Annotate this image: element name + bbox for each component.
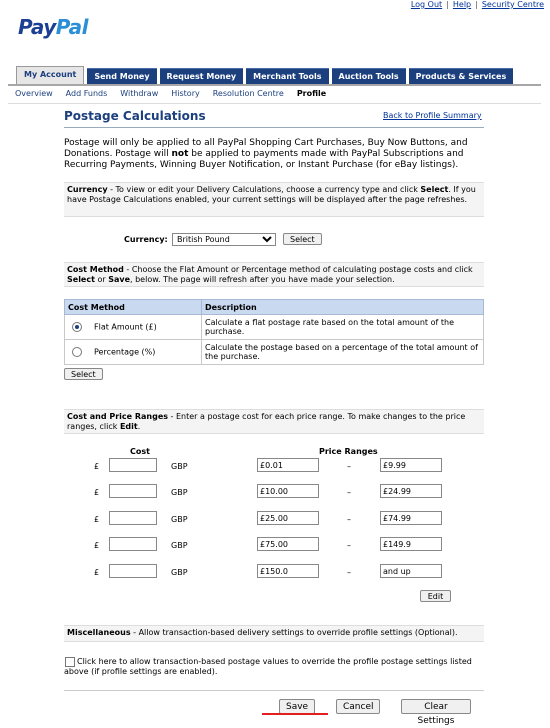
- currency-symbol: £: [94, 462, 100, 471]
- subnav-history[interactable]: History: [171, 89, 200, 98]
- currency-code: GBP: [171, 462, 188, 471]
- tab-products-services[interactable]: Products & Services: [409, 68, 514, 84]
- main-tabs: [16, 68, 513, 84]
- separator: |: [446, 0, 449, 9]
- tab-my-account[interactable]: My Account: [16, 66, 84, 84]
- column-header-description: Description: [202, 300, 484, 315]
- description-cell: Calculate the postage based on a percentage of the total amount of the purchase.: [202, 340, 484, 365]
- override-checkbox-label: Click here to allow transaction-based postage values to override the profile postage settings listed above (if profile settings are enabled).: [64, 657, 472, 676]
- cost-method-section-header: Cost Method - Choose the Flat Amount or Percentage method of calculating postage costs and click Select or Save, below. The page will refresh after you have made your selection.: [64, 262, 484, 287]
- intro-text: Postage will only be applied to all PayPal Shopping Cart Purchases, Buy Now Buttons, and Donations. Postage will not be applied to payments made with PayPal Subscriptions and Recurring Payments, Winning Buyer Notification, or Instant Purchase (for eBay listings).: [64, 138, 468, 170]
- percentage-radio[interactable]: [72, 347, 82, 357]
- price-from-input[interactable]: [257, 537, 319, 551]
- footer-divider: [64, 690, 484, 691]
- cost-input[interactable]: [109, 458, 157, 472]
- highlight-underline: [262, 713, 328, 715]
- subnav-overview[interactable]: Overview: [15, 89, 53, 98]
- range-dash: –: [347, 515, 351, 524]
- currency-code: GBP: [171, 541, 188, 550]
- currency-symbol: £: [94, 515, 100, 524]
- currency-select-button[interactable]: Select: [283, 233, 322, 245]
- subnav-resolution-centre[interactable]: Resolution Centre: [212, 89, 284, 98]
- subnav-profile[interactable]: Profile: [296, 89, 327, 98]
- top-links: [411, 0, 544, 9]
- logout-link[interactable]: Log Out: [410, 0, 443, 9]
- cost-input[interactable]: [109, 484, 157, 498]
- tab-auction-tools[interactable]: Auction Tools: [332, 68, 406, 84]
- price-from-input[interactable]: [257, 511, 319, 525]
- currency-select[interactable]: [172, 233, 276, 246]
- table-header-row: [65, 300, 484, 315]
- range-dash: –: [347, 488, 351, 497]
- price-to-input[interactable]: [380, 458, 442, 472]
- subnav-divider: [8, 103, 541, 104]
- price-from-input[interactable]: [257, 484, 319, 498]
- tab-merchant-tools[interactable]: Merchant Tools: [246, 68, 328, 84]
- cost-method-cell: [65, 340, 202, 365]
- column-header-cost-method: Cost Method: [65, 300, 202, 315]
- separator: |: [475, 0, 478, 9]
- range-dash: –: [347, 568, 351, 577]
- miscellaneous-section-header: Miscellaneous - Allow transaction-based delivery settings to override profile settings (Optional).: [64, 625, 484, 642]
- price-to-input[interactable]: [380, 537, 442, 551]
- help-link[interactable]: Help: [452, 0, 472, 9]
- cost-method-table: [64, 299, 484, 365]
- currency-symbol: £: [94, 488, 100, 497]
- table-row: [65, 315, 484, 340]
- flat-amount-radio[interactable]: [72, 322, 82, 332]
- tab-request-money[interactable]: Request Money: [160, 68, 244, 84]
- range-dash: –: [347, 541, 351, 550]
- save-button[interactable]: Save: [279, 699, 315, 714]
- price-from-input[interactable]: [257, 458, 319, 472]
- table-row: [65, 340, 484, 365]
- sub-navigation: [15, 89, 326, 98]
- edit-button[interactable]: Edit: [420, 590, 451, 602]
- range-dash: –: [347, 462, 351, 471]
- currency-section-header: Currency - To view or edit your Delivery Calculations, choose a currency type and click Select. If you have Postage Calculations enabled, your current settings will be displayed after the page refreshes.: [64, 182, 484, 217]
- cost-input[interactable]: [109, 511, 157, 525]
- cost-method-cell: [65, 315, 202, 340]
- cost-column-header: Cost: [130, 447, 150, 456]
- currency-code: GBP: [171, 515, 188, 524]
- back-to-profile-link[interactable]: Back to Profile Summary: [383, 111, 482, 120]
- percentage-label: Percentage (%): [94, 347, 156, 357]
- logo-part1: Pay: [18, 15, 56, 39]
- tab-divider: [8, 84, 541, 86]
- currency-symbol: £: [94, 568, 100, 577]
- logo-part2: Pal: [55, 15, 89, 39]
- price-to-input[interactable]: [380, 511, 442, 525]
- currency-code: GBP: [171, 568, 188, 577]
- subnav-withdraw[interactable]: Withdraw: [120, 89, 159, 98]
- subnav-add-funds[interactable]: Add Funds: [65, 89, 108, 98]
- title-underline: [64, 127, 484, 128]
- price-to-input[interactable]: [380, 564, 442, 578]
- price-from-input[interactable]: [257, 564, 319, 578]
- page-title: Postage Calculations: [64, 109, 206, 123]
- currency-label: Currency:: [124, 235, 168, 244]
- clear-settings-button[interactable]: Clear Settings: [401, 699, 471, 714]
- cost-input[interactable]: [109, 564, 157, 578]
- description-cell: Calculate a flat postage rate based on the total amount of the purchase.: [202, 315, 484, 340]
- cost-input[interactable]: [109, 537, 157, 551]
- price-to-input[interactable]: [380, 484, 442, 498]
- tab-send-money[interactable]: Send Money: [87, 68, 156, 84]
- price-ranges-section-header: Cost and Price Ranges - Enter a postage cost for each price range. To make changes to the price ranges, click Edit.: [64, 409, 484, 434]
- flat-amount-label: Flat Amount (£): [94, 322, 157, 332]
- paypal-logo[interactable]: [18, 15, 88, 39]
- cost-method-select-button[interactable]: Select: [64, 368, 103, 380]
- currency-code: GBP: [171, 488, 188, 497]
- currency-symbol: £: [94, 541, 100, 550]
- price-ranges-column-header: Price Ranges: [319, 447, 378, 456]
- cancel-button[interactable]: Cancel: [336, 699, 380, 714]
- security-centre-link[interactable]: Security Centre: [481, 0, 544, 9]
